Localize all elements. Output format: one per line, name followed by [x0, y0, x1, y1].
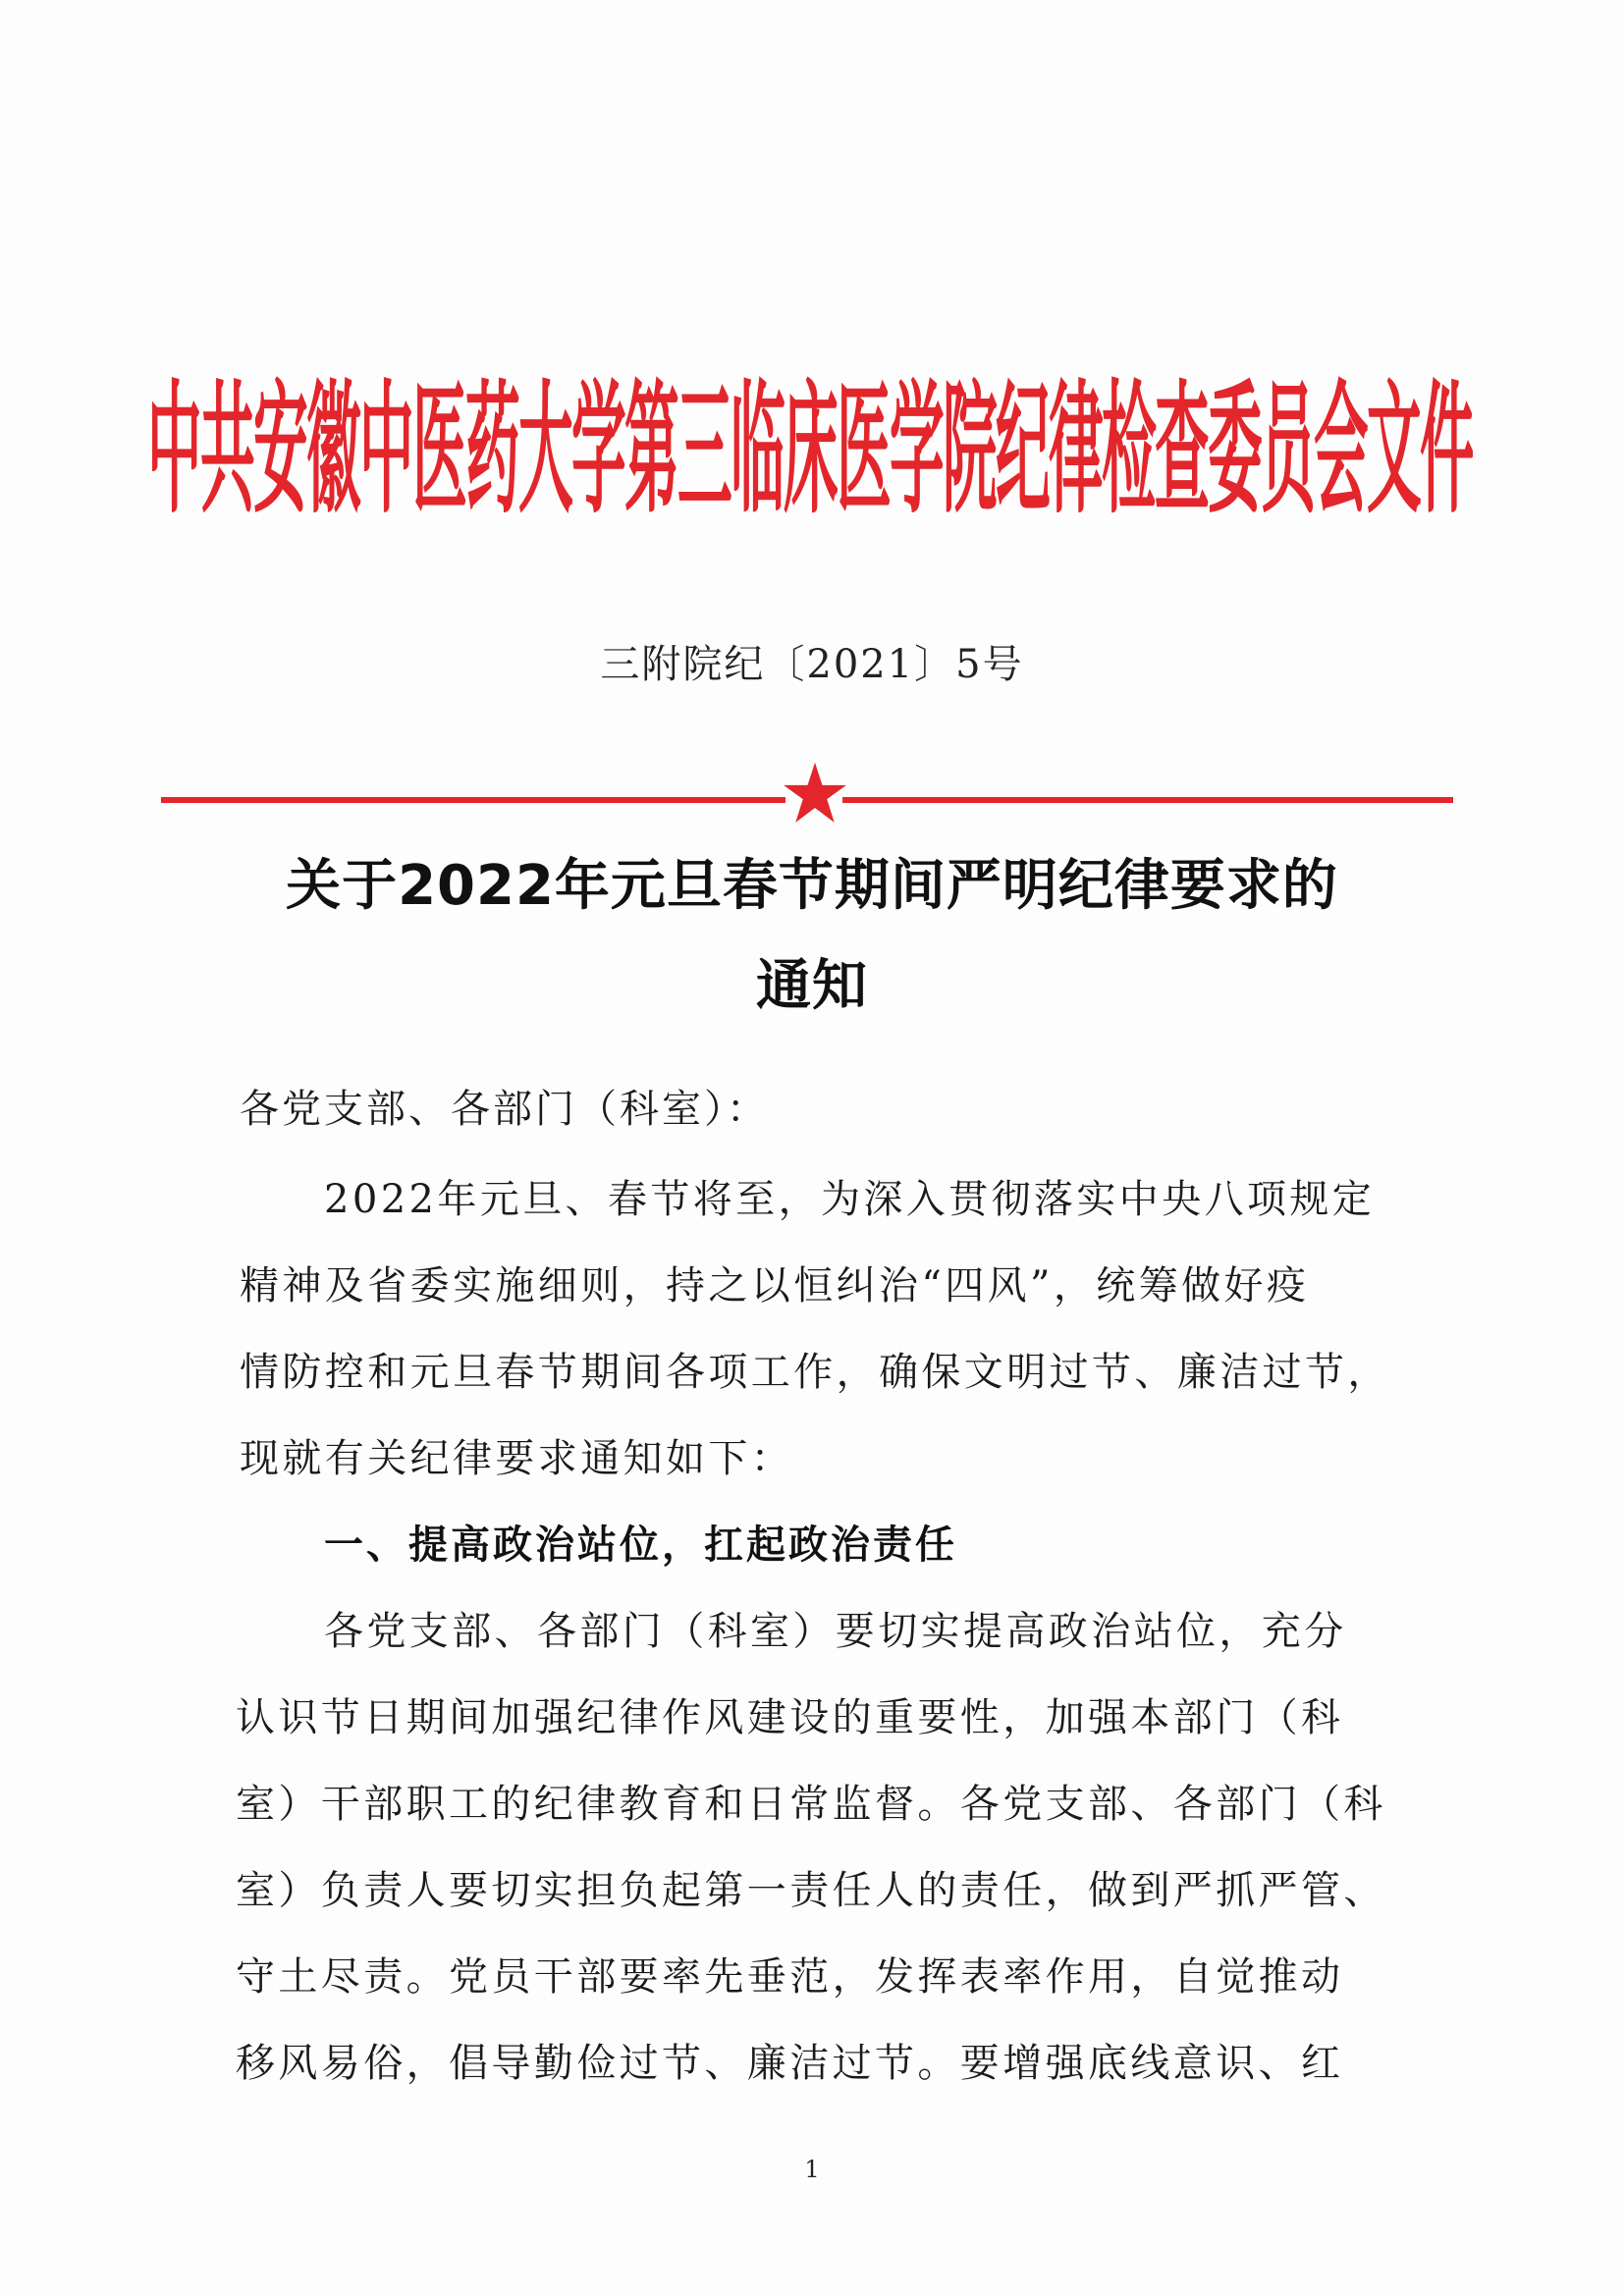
intro-line-4: 现就有关纪律要求通知如下：	[240, 1436, 794, 1481]
section-1-line-5: 守土尽责。党员干部要率先垂范，发挥表率作用，自觉推动	[236, 1954, 1344, 2000]
intro-line-2: 精神及省委实施细则，持之以恒纠治“四风”，统筹做好疫	[240, 1263, 1310, 1308]
intro-line-1: 2022年元旦、春节将至，为深入贯彻落实中央八项规定	[324, 1177, 1376, 1222]
document-number: 三附院纪〔2021〕5号	[600, 642, 1024, 687]
salutation: 各党支部、各部门（科室）：	[240, 1087, 769, 1132]
section-1-line-2: 认识节日期间加强纪律作风建设的重要性，加强本部门（科	[236, 1695, 1344, 1740]
section-1-heading: 一、提高政治站位，扛起政治责任	[324, 1522, 957, 1568]
star-icon	[782, 760, 848, 827]
page-number: 1	[804, 2156, 820, 2183]
issuing-authority-title: 中共安徽中医药大学第三临床医学院纪律检查委员会文件	[147, 366, 1473, 533]
red-separator-right	[842, 797, 1453, 803]
notice-title-line-1: 关于2022年元旦春节期间严明纪律要求的	[286, 854, 1338, 918]
section-1-line-6: 移风易俗，倡导勤俭过节、廉洁过节。要增强底线意识、红	[236, 2041, 1344, 2086]
section-1-line-4: 室）负责人要切实担负起第一责任人的责任，做到严抓严管、	[236, 1868, 1386, 1913]
section-1-line-3: 室）干部职工的纪律教育和日常监督。各党支部、各部门（科	[236, 1782, 1386, 1827]
notice-title-line-2: 通知	[756, 954, 868, 1018]
section-1-line-1: 各党支部、各部门（科室）要切实提高政治站位，充分	[324, 1609, 1347, 1654]
intro-line-3: 情防控和元旦春节期间各项工作，确保文明过节、廉洁过节，	[240, 1350, 1390, 1395]
document-header	[147, 304, 1473, 569]
red-separator-left	[161, 797, 785, 803]
